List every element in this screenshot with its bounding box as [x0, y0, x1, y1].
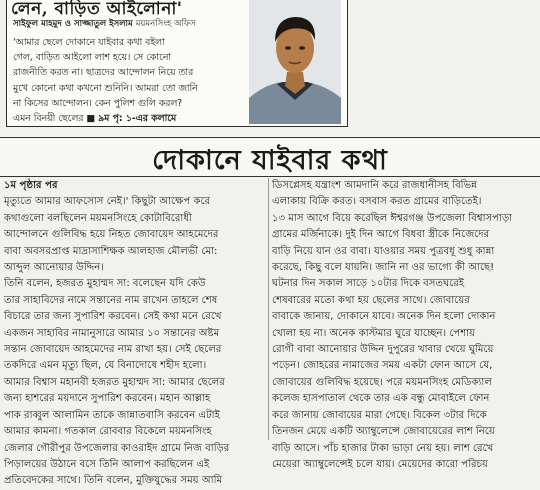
- body-text-line: তিনজন মেয়ে একটি অ্যাম্বুলেন্সে জোবায়েরের লাশ নিয়ে: [272, 426, 495, 438]
- body-text-line: বাড়ি নিয়ে যান ওর বাবা। যাওয়ার সময় পুত্রবধূ শুধু কান্না: [272, 245, 495, 257]
- teaser-line: 'আমার ছেলে দোকানে যাইবার কথা বইলা: [13, 37, 165, 48]
- body-text-line: ডিসপ্লেসহ যন্ত্রাংশ আমদানি করে রাজধানীসহ বিভিন্ন: [272, 180, 477, 191]
- body-text-line: আব্দুল আনোয়ার উদ্দিন।: [4, 262, 104, 274]
- column-divider: [268, 178, 269, 440]
- body-text-line: জোবায়ের গুলিবিদ্ধ হয়েছে। পরে ময়মনসিংহ মেডিক্যাল: [272, 376, 492, 388]
- body-text-line: বাবাকে জানায়, দোকানে যাবে। অনেক দিন হলো দোকান: [272, 311, 496, 323]
- body-text-line: আমার বিশ্বাস মহানবী হজরত মুহাম্মদ সা: আমার ছেলের: [4, 376, 225, 388]
- from-page-label: ১ম পৃষ্ঠার পর: [4, 180, 58, 191]
- main-headline: দোকানে যাইবার কথা: [152, 145, 388, 176]
- top-story-headline: লেন, বাড়িত আইলোনা': [11, 0, 183, 19]
- teaser-line: মুখে কোনো কথা কখনো শুনিনি। আমরা তো জানি: [13, 82, 198, 94]
- body-text-line: জেলার গৌরীপুর উপজেলার কাওরাইদ গ্রামে নিজ বাড়ির: [4, 442, 230, 454]
- body-text-line: পাক রাব্বুল আলামিন তাকে জান্নাতবাসি করবেন এটাই: [4, 409, 220, 421]
- body-text-line: তকদিরে এমন মৃত্যু ছিল, যে বিনাদোষে শহীদ হলো।: [4, 360, 207, 372]
- body-text-line: একজন সাহাবির নামানুসারে আমার ১০ সন্তানের অষ্টম: [4, 327, 220, 339]
- right-column-text: [272, 178, 538, 473]
- body-text-line: খোলা হয় না। অনেক কাস্টমার ঘুরে যাচ্ছেন। পেশায়: [272, 327, 476, 339]
- body-text-line: মেয়েরা অ্যাম্বুলেন্সেই চলে যায়। মেয়েদের কারো পরিচয়: [272, 458, 488, 470]
- body-text-line: করেছে, কিছু বলে যায়নি। জানি না ওর ভাগ্যে কী আছে!: [272, 262, 495, 274]
- body-text-line: তার সাহাবিদের নামে সন্তানের নাম রাখেন তাহলে শেষ: [4, 294, 218, 306]
- body-text-line: তিনি বলেন, হজরত মুহাম্মদ সা: বলেছেন যদি কেউ: [4, 278, 206, 290]
- body-text-line: বাবা অবসরপ্রাপ্ত মাদ্রাসাশিক্ষক আলহাজ মৌলভী মো:: [4, 245, 218, 257]
- teaser-line: না কিসের আন্দোলন। কেন পুলিশ গুলি করল?: [13, 97, 183, 109]
- continuation-ref: ৯ম পৃ: ১-এর কলামে: [98, 113, 177, 125]
- teaser-line: রাজনীতি করত না। ছাত্রদের আন্দোলন নিয়ে তার: [13, 67, 194, 79]
- byline: [13, 17, 245, 31]
- byline-location: ময়মনসিংহ অফিস: [135, 19, 196, 29]
- body-text-line: মৃত্যুতে আমার আফসোস নেই।' কিছুটা আক্ষেপ করে: [4, 196, 211, 208]
- body-text-line: জন্য হাশরের ময়দানে সুপারিশ করবেন। মহান আল্লাহ: [4, 393, 211, 405]
- body-text-line: কলেজ হাসপাতাল থেকে তার এক বন্ধু মোবাইলে ফোন: [272, 393, 490, 405]
- body-text-line: পিড়ালয়ের উঠানে বসে তিনি আলাপ করছিলেন এই: [4, 458, 210, 470]
- body-text-line: শেষবারের মতো কথা হয় ছেলের সাথে। জোবায়ের: [272, 294, 470, 306]
- teaser-last-text: এমন বিনয়ী ছেলের: [13, 113, 84, 125]
- body-text-line: কথাগুলো বলছিলেন ময়মনসিংহে কোটাবিরোধী: [4, 212, 192, 224]
- body-text-line: ১৩ মাস আগে বিয়ে করেছিল ঈশ্বরগঞ্জ উপজেলা বিশ্বাসপাড়া: [272, 212, 513, 224]
- left-column-text: [4, 194, 266, 489]
- body-text-line: এলাকায় বিক্রি করত। বসবাস করত গ্রামের বাড়িতেই।: [272, 196, 482, 208]
- portrait-image: [249, 0, 341, 124]
- body-text-line: ঘটনার দিন সকাল সাড়ে ১০টার দিকে বসতঘরেই: [272, 278, 465, 290]
- body-text-line: প্রতিবেদকের সাথে। তিনি বলেন, মুক্তিযুদ্ধের সময় আমি: [4, 475, 223, 487]
- body-text-line: গ্রামের মর্জিনাকে। দুই দিন আগে বিধবা স্ত্রীকে নিজেদের: [272, 229, 490, 241]
- continuation-marker: ■: [86, 113, 96, 125]
- byline-names: সাইফুল মাহমুদ ও সাজ্জাতুল ইসলাম: [13, 19, 133, 29]
- top-story-teaser: [13, 35, 245, 126]
- body-text-line: বিচারে তার জন্য সুপারিশ করবেন। সেই কথা মনে রেখে: [4, 311, 222, 323]
- body-text-line: পড়েন। জোহরের নামাজের সময় একটা ফোন আসে যে,: [272, 360, 493, 372]
- body-text-line: রোগী বাবা আনোয়ার উদ্দিন দুপুরের খাবার খেয়ে ঘুমিয়ে: [272, 344, 494, 356]
- article-column-right: [272, 178, 538, 470]
- body-text-line: সন্তান জোবায়েদ আহমেদের নাম রাখা হয়। সেই ছেলের: [4, 344, 222, 356]
- body-text-line: করে জানায় জোবায়ের মারা গেছে। বিকেল ৩টার দিকে: [272, 409, 487, 421]
- main-headline-bar: [0, 137, 540, 177]
- top-story-box: [6, 0, 348, 127]
- body-text-line: আমার কামনা। গতকাল রোববার বিকেলে ময়মনসিংহ: [4, 426, 212, 438]
- teaser-line: গেল, বাড়িত আইলো লাশ হয়ে। সে কোনো: [13, 52, 172, 64]
- victim-photo: [249, 0, 341, 124]
- body-text-line: বাড়ি আসে। পাঁচ হাজার টাকা ভাড়া নেয় হয়। লাশ রেখে: [272, 442, 494, 454]
- teaser-line-last: [13, 111, 245, 126]
- body-text-line: আন্দোলনে গুলিবিদ্ধ হয়ে নিহত জোবায়েদ আহমেদের: [4, 229, 219, 241]
- article-column-left: [4, 178, 266, 487]
